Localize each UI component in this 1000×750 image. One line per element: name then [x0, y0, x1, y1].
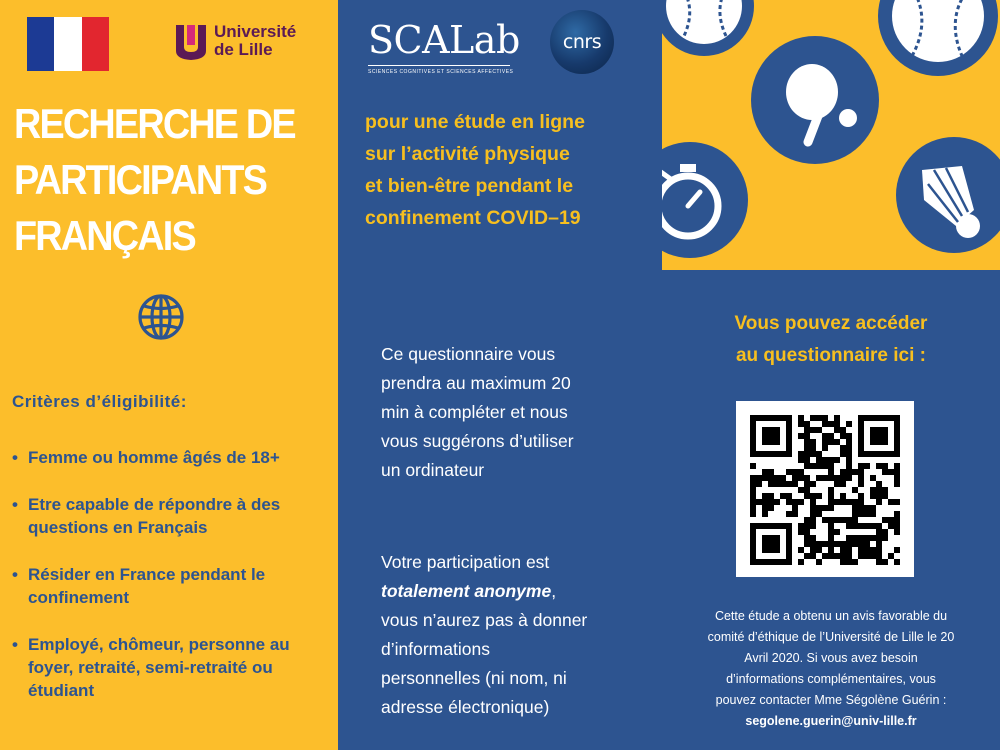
access-heading [662, 308, 1000, 372]
ethics-line: comité d’éthique de l’Université de Lille le 20 [707, 630, 955, 644]
ethics-line: Avril 2020. Si vous avez besoin [744, 651, 918, 665]
baseball-icon [878, 0, 998, 76]
cnrs-text: cnrs [562, 31, 602, 53]
bullet: • [12, 495, 18, 514]
paragraph-line: adresse électronique) [381, 697, 550, 717]
paragraph-line: Ce questionnaire vous [381, 344, 556, 364]
contact-email[interactable]: segolene.guerin@univ-lille.fr [745, 714, 917, 728]
criterion-text: Résider en France pendant le confinement [28, 565, 266, 607]
anonymous-emphasis: totalement anonyme [381, 581, 552, 601]
title-line: PARTICIPANTS [14, 156, 267, 203]
ethics-line: Cette étude a obtenu un avis favorable du [714, 609, 948, 623]
eligibility-heading: Critères d’éligibilité: [12, 392, 187, 411]
paragraph-line: un ordinateur [381, 460, 485, 480]
study-title [365, 106, 657, 234]
paragraph-line: min à compléter et nous [381, 402, 568, 422]
paragraph-line: personnelles (ni nom, ni [381, 668, 567, 688]
ethics-line: d’informations complémentaires, vous [726, 672, 936, 686]
access-line: Vous pouvez accéder [734, 313, 928, 334]
left-panel [0, 0, 338, 750]
paragraph-line [381, 577, 587, 606]
scalab-subtitle: SCIENCES COGNITIVES ET SCIENCES AFFECTIVES [368, 69, 514, 75]
study-title-line: confinement COVID–19 [365, 207, 581, 229]
scalab-name: SCALab [368, 18, 520, 62]
paragraph-line: Votre participation est [381, 552, 550, 572]
paragraph-line: vous suggérons d’utiliser [381, 431, 574, 451]
list-item [12, 563, 334, 609]
criterion-text: Etre capable de répondre à des questions en Français [28, 495, 281, 537]
ethics-line: pouvez contacter Mme Ségolène Guérin : [715, 693, 947, 707]
paragraph-line: vous n’aurez pas à donner [381, 610, 588, 630]
ethics-notice [674, 606, 988, 732]
bullet: • [12, 635, 18, 654]
univ-name-line2: de Lille [214, 40, 273, 59]
baseball-icon [662, 0, 754, 56]
univ-lille-mark-icon [174, 21, 208, 61]
qr-code[interactable] [736, 401, 914, 577]
anonymity-paragraph [381, 548, 587, 722]
shuttlecock-icon [896, 137, 1000, 253]
qr-code-graphic [750, 415, 900, 565]
paragraph-line: d’informations [381, 639, 490, 659]
study-title-line: et bien-être pendant le [365, 175, 574, 197]
stopwatch-icon [662, 142, 748, 258]
bullet: • [12, 448, 18, 467]
middle-panel [338, 0, 662, 750]
page-title [14, 96, 302, 264]
globe-icon [136, 292, 186, 342]
bullet: • [12, 565, 18, 584]
list-item [12, 633, 334, 702]
universite-de-lille-logo [174, 21, 296, 61]
france-flag-icon [27, 17, 109, 71]
table-tennis-icon [751, 36, 879, 164]
eligibility-list [12, 446, 334, 726]
sports-illustration [662, 0, 1000, 270]
univ-name-line1: Université [214, 22, 297, 41]
list-item [12, 493, 334, 539]
scalab-logo [368, 18, 520, 75]
right-panel [662, 0, 1000, 750]
criterion-text: Femme ou homme âgés de 18+ [28, 448, 280, 467]
criterion-text: Employé, chômeur, personne au foyer, retraité, semi-retraité ou étudiant [28, 635, 290, 700]
comma: , [551, 581, 557, 601]
cnrs-logo [550, 10, 614, 74]
list-item [12, 446, 334, 469]
title-line: FRANÇAIS [14, 212, 195, 259]
study-title-line: sur l’activité physique [365, 143, 570, 165]
scalab-divider [368, 65, 510, 66]
study-title-line: pour une étude en ligne [365, 111, 585, 133]
paragraph-line: prendra au maximum 20 [381, 373, 571, 393]
access-line: au questionnaire ici : [735, 345, 927, 366]
title-line: RECHERCHE DE [14, 100, 295, 147]
duration-paragraph [381, 340, 574, 485]
